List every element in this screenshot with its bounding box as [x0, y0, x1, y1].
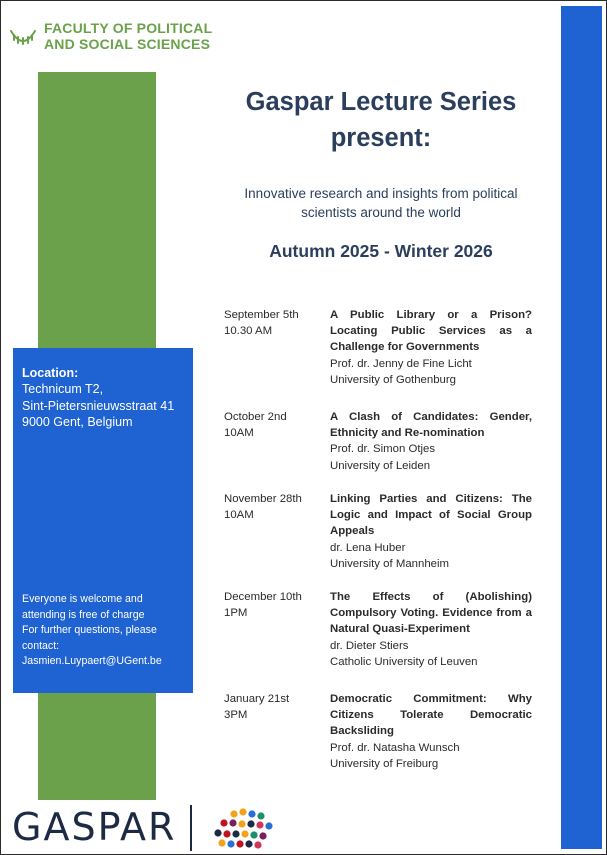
lecture-title: Democratic Commitment: Why Citizens Tolerate Democratic Backsliding — [330, 693, 532, 738]
green-bar-top — [38, 72, 156, 348]
lecture-info — [330, 589, 532, 670]
lecture-university: University of Gothenburg — [330, 373, 456, 386]
lecture-university: University of Leiden — [330, 459, 431, 472]
lecture-info — [330, 491, 532, 572]
welcome-line4: contact: — [22, 639, 60, 652]
faculty-emblem-icon — [8, 25, 38, 47]
lecture-datetime — [224, 691, 330, 772]
lecture-item — [224, 307, 532, 388]
lecture-item — [224, 409, 532, 474]
lecture-university: Catholic University of Leuven — [330, 655, 478, 668]
title-line2: present: — [330, 124, 432, 152]
lecture-info — [330, 691, 532, 772]
lecture-speaker: Prof. dr. Natasha Wunsch — [330, 741, 460, 754]
lecture-speaker: Prof. dr. Jenny de Fine Licht — [330, 357, 472, 370]
location-line1: Technicum T2, — [22, 382, 104, 396]
welcome-line2: attending is free of charge — [22, 608, 145, 621]
lecture-title: A Public Library or a Prison? Locating Public Services as a Challenge for Governments — [330, 309, 532, 354]
contact-email[interactable]: Jasmien.Luypaert@UGent.be — [22, 655, 162, 667]
lecture-date: January 21st — [224, 693, 290, 705]
lecture-item — [224, 491, 532, 572]
lecture-info — [330, 409, 532, 474]
location-label: Location: — [22, 366, 79, 380]
gaspar-logo — [12, 805, 280, 850]
lecture-date: November 28th — [224, 493, 302, 505]
subtitle-line2: scientists around the world — [301, 205, 461, 220]
faculty-logo — [8, 20, 212, 52]
faculty-name-line2: AND SOCIAL SCIENCES — [44, 36, 211, 52]
lecture-date: October 2nd — [224, 411, 287, 423]
subtitle-line1: Innovative research and insights from political — [244, 186, 518, 201]
logo-divider — [190, 805, 192, 851]
season-heading: Autumn 2025 - Winter 2026 — [269, 241, 493, 261]
lecture-datetime — [224, 491, 330, 572]
subtitle — [200, 184, 562, 222]
location-line3: 9000 Gent, Belgium — [22, 415, 133, 429]
location-line2: Sint-Pietersnieuwsstraat 41 — [22, 398, 175, 413]
lecture-time: 10AM — [224, 509, 254, 522]
lecture-speaker: dr. Dieter Stiers — [330, 639, 409, 652]
lecture-title: The Effects of (Abolishing) Compulsory Voting. Evidence from a Natural Quasi-Experiment — [330, 591, 532, 636]
faculty-name-line1: FACULTY OF POLITICAL — [44, 20, 213, 36]
green-bar-bottom — [38, 693, 156, 800]
lecture-time: 10AM — [224, 427, 254, 440]
lecture-date: December 10th — [224, 591, 302, 603]
lecture-datetime — [224, 409, 330, 474]
lecture-speaker: Prof. dr. Simon Otjes — [330, 443, 436, 456]
lecture-date: September 5th — [224, 309, 299, 321]
welcome-line1: Everyone is welcome and — [22, 593, 143, 605]
welcome-note — [22, 592, 190, 670]
welcome-line3: For further questions, please — [22, 624, 157, 636]
lecture-title: A Clash of Candidates: Gender, Ethnicity and Re-nomination — [330, 411, 532, 440]
gaspar-wordmark: GASPAR — [12, 805, 177, 849]
lecture-datetime — [224, 589, 330, 670]
lecture-item — [224, 589, 532, 670]
lecture-time: 3PM — [224, 709, 248, 722]
lecture-speaker: dr. Lena Huber — [330, 541, 406, 554]
lecture-time: 10.30 AM — [224, 325, 273, 338]
lecture-datetime — [224, 307, 330, 388]
location-box — [13, 348, 193, 693]
right-blue-bar — [561, 6, 602, 849]
title-line1: Gaspar Lecture Series — [245, 88, 517, 116]
lecture-info — [330, 307, 532, 388]
page-title — [200, 84, 562, 156]
lecture-university: University of Mannheim — [330, 557, 450, 570]
lecture-item — [224, 691, 532, 772]
lecture-title: Linking Parties and Citizens: The Logic and Impact of Social Group Appeals — [330, 493, 532, 538]
gaspar-dots-icon — [210, 807, 280, 849]
faculty-name — [44, 20, 212, 52]
lecture-time: 1PM — [224, 607, 248, 620]
lecture-university: University of Freiburg — [330, 757, 439, 770]
